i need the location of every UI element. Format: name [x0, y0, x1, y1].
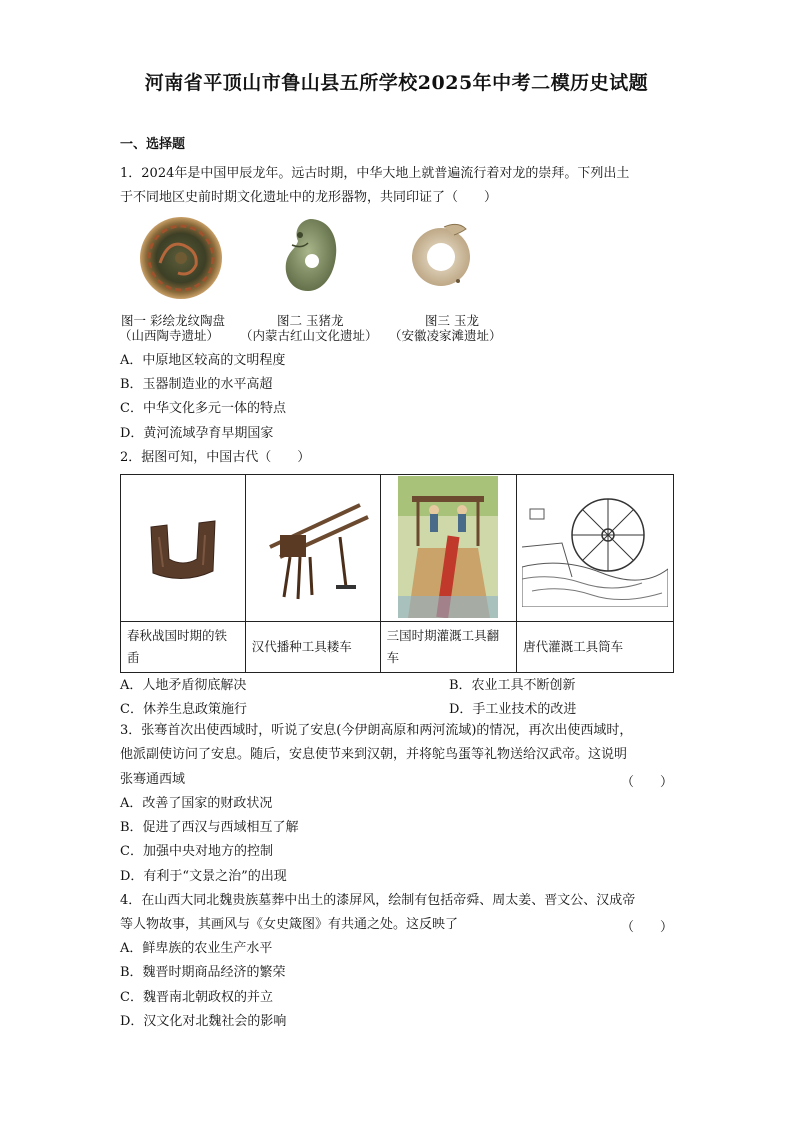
iron-spade-image [133, 507, 233, 587]
seed-drill-image [250, 487, 376, 607]
fig2-caption: 图二 玉猪龙 [277, 313, 344, 328]
q4-option-c: C．魏晋南北朝政权的并立 [120, 990, 273, 1005]
pottery-plate-image [138, 215, 224, 301]
q1-option-d: D．黄河流域孕育早期国家 [120, 426, 274, 441]
iron-spade-cell [121, 475, 246, 622]
jade-dragon-image [408, 215, 474, 295]
q1-option-a: A．中原地区较高的文明程度 [120, 353, 286, 368]
fig1-site: （山西陶寺遗址） [119, 328, 220, 343]
q3-line3: 张骞通西域 [120, 772, 186, 787]
q1-stem-line2: 于不同地区史前时期文化遗址中的龙形器物，共同印证了（ ） [120, 190, 498, 205]
q3-line1: 3．张骞首次出使西域时，听说了安息(今伊朗高原和两河流域)的情况，再次出使西域时， [120, 723, 633, 738]
q2-option-b: B．农业工具不断创新 [449, 678, 576, 693]
q1-option-b: B．玉器制造业的水平高超 [120, 377, 273, 392]
q3-answer-paren: （ ） [620, 775, 673, 790]
jade-pig-dragon-image [280, 215, 340, 295]
q2-caption-1: 春秋战国时期的铁臿 [121, 622, 246, 673]
q4-line1: 4．在山西大同北魏贵族墓葬中出土的漆屏风，绘制有包括帝舜、周太姜、晋文公、汉成帝 [120, 893, 636, 908]
q1-stem-line1: 1．2024年是中国甲辰龙年。远古时期，中华大地上就普遍流行着对龙的崇拜。下列出土 [120, 166, 630, 181]
seed-drill-cell [245, 475, 380, 622]
q2-option-c: C．休养生息政策施行 [120, 702, 247, 717]
fig3-caption: 图三 玉龙 [425, 313, 479, 328]
q2-caption-4: 唐代灌溉工具筒车 [517, 622, 674, 673]
q2-caption-3: 三国时期灌溉工具翻车 [380, 622, 517, 673]
q3-line2: 他派副使访问了安息。随后，安息使节来到汉朝，并将鸵鸟蛋等礼物送给汉武帝。这说明 [120, 747, 628, 762]
q2-option-a: A．人地矛盾彻底解决 [120, 678, 247, 693]
q4-line2: 等人物故事，其画风与《女史箴图》有共通之处。这反映了 [120, 917, 459, 932]
q3-option-d: D．有利于“文景之治”的出现 [120, 869, 287, 884]
fig1-caption: 图一 彩绘龙纹陶盘 [121, 313, 225, 328]
fig2-site: （内蒙古红山文化遗址） [240, 328, 378, 343]
square-pallet-chain-pump-cell [380, 475, 517, 622]
q3-option-b: B．促进了西汉与西域相互了解 [120, 820, 299, 835]
q2-option-d: D．手工业技术的改进 [449, 702, 577, 717]
q3-option-c: C．加强中央对地方的控制 [120, 844, 273, 859]
q4-option-b: B．魏晋时期商品经济的繁荣 [120, 965, 286, 980]
q2-image-table [120, 474, 674, 673]
q2-stem: 2．据图可知，中国古代（ ） [120, 450, 311, 465]
chain-pump-image [398, 476, 498, 618]
section-heading: 一、选择题 [120, 137, 186, 152]
fig3-site: （安徽凌家滩遗址） [389, 328, 502, 343]
q2-caption-2: 汉代播种工具耧车 [245, 622, 380, 673]
water-wheel-image [522, 487, 668, 607]
water-wheel-cell [517, 475, 674, 622]
q4-option-d: D．汉文化对北魏社会的影响 [120, 1014, 287, 1029]
exam-title: 河南省平顶山市鲁山县五所学校2025年中考二模历史试题 [144, 72, 649, 94]
q1-option-c: C．中华文化多元一体的特点 [120, 401, 286, 416]
q4-answer-paren: （ ） [620, 920, 673, 935]
q4-option-a: A．鲜卑族的农业生产水平 [120, 941, 273, 956]
q3-option-a: A．改善了国家的财政状况 [120, 796, 273, 811]
